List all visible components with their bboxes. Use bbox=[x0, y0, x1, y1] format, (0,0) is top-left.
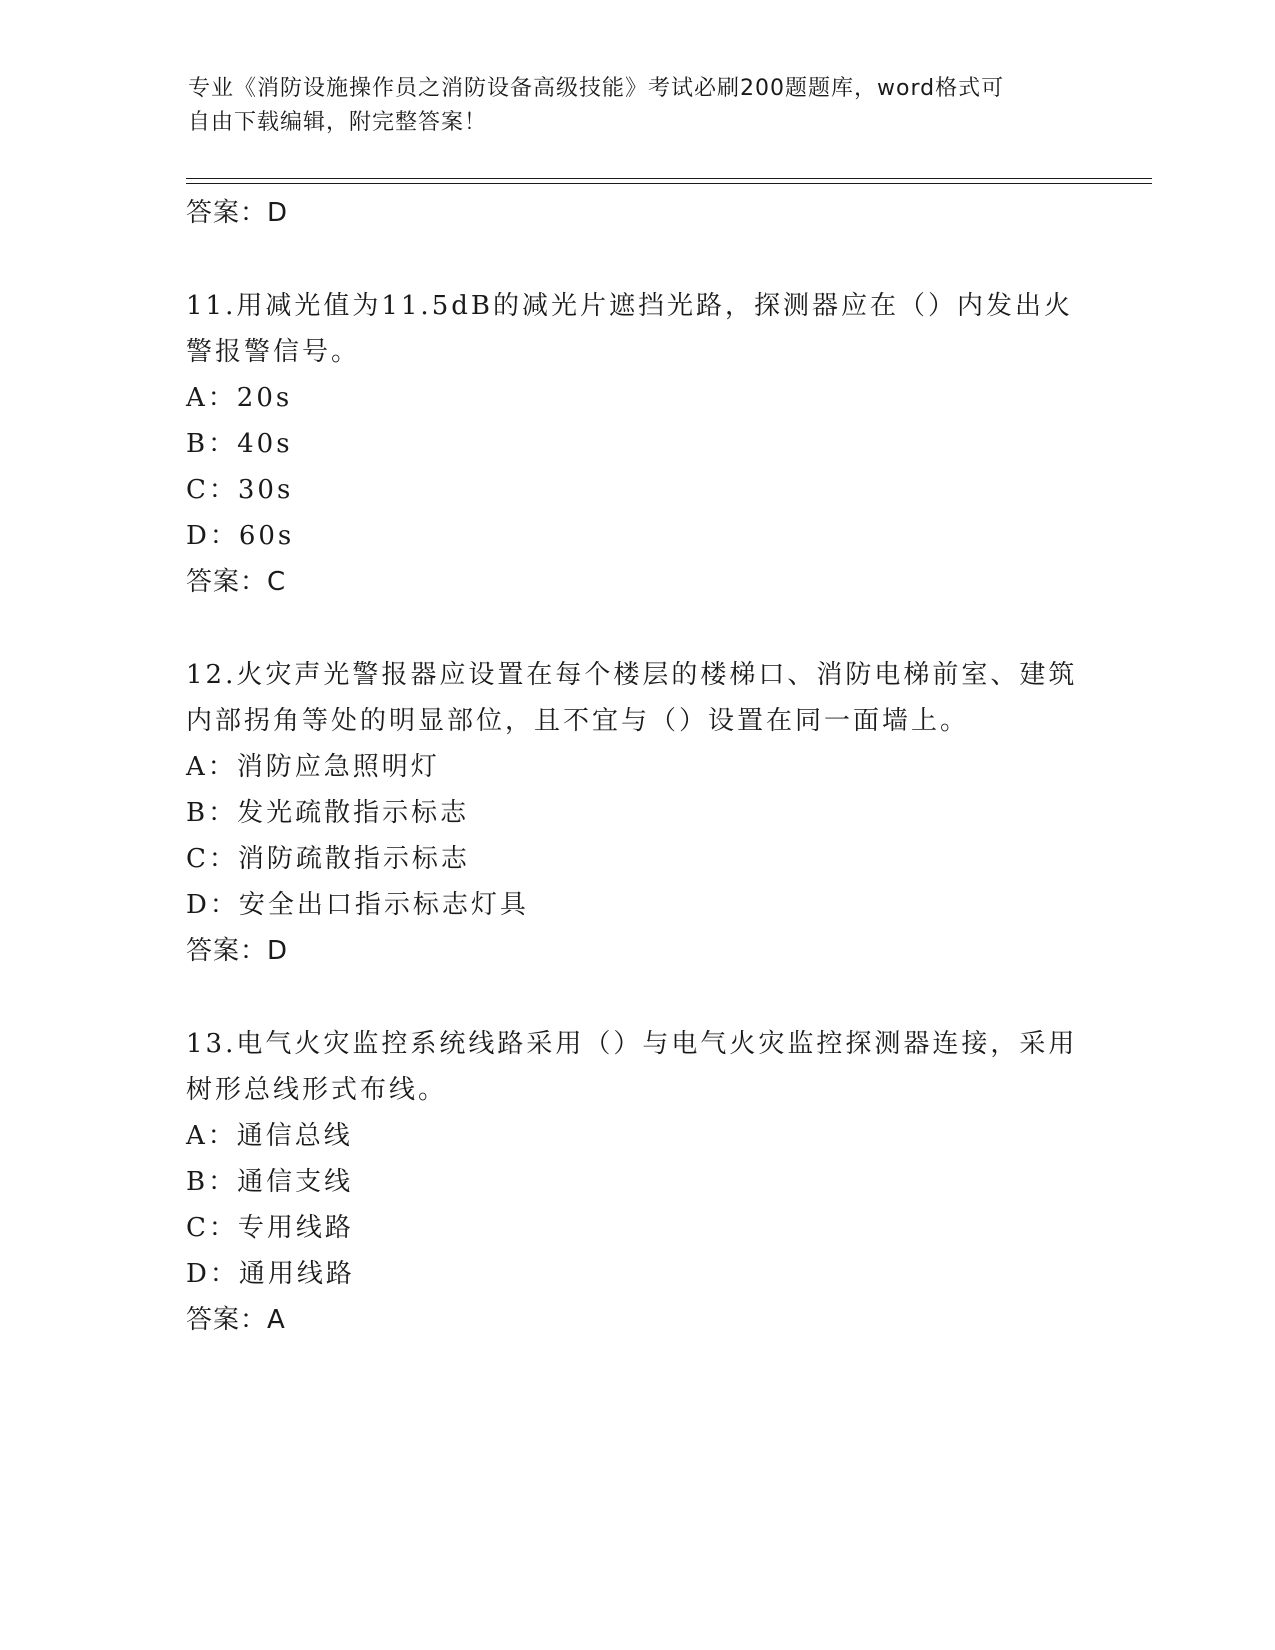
question-stem-cont: 内部拐角等处的明显部位，且不宜与（）设置在同一面墙上。 bbox=[186, 706, 970, 736]
answer-line: 答案：A bbox=[186, 1305, 286, 1335]
question-12 bbox=[186, 652, 1086, 974]
question-stem-cont: 警报警信号。 bbox=[186, 337, 361, 367]
question-stem: 11.用减光值为11.5dB的减光片遮挡光路，探测器应在（）内发出火 bbox=[186, 291, 1073, 321]
header-line-1: 专业《消防设施操作员之消防设备高级技能》考试必刷200题题库，word格式可 bbox=[188, 76, 1005, 101]
question-stem: 13.电气火灾监控系统线路采用（）与电气火灾监控探测器连接，采用 bbox=[186, 1029, 1078, 1059]
option-c: C：专用线路 bbox=[186, 1213, 354, 1243]
option-a: A：消防应急照明灯 bbox=[186, 752, 440, 782]
document-header bbox=[188, 72, 1068, 140]
question-stem: 12.火灾声光警报器应设置在每个楼层的楼梯口、消防电梯前室、建筑 bbox=[186, 660, 1078, 690]
question-13 bbox=[186, 1021, 1086, 1343]
header-line-2: 自由下载编辑，附完整答案！ bbox=[188, 110, 488, 135]
header-divider-top bbox=[186, 178, 1152, 179]
question-stem-cont: 树形总线形式布线。 bbox=[186, 1075, 448, 1105]
option-b: B：发光疏散指示标志 bbox=[186, 798, 470, 828]
answer-line: 答案：D bbox=[186, 936, 289, 966]
header-divider-bottom bbox=[186, 183, 1152, 184]
option-b: B：40s bbox=[186, 429, 293, 459]
answer-line: 答案：C bbox=[186, 567, 287, 597]
option-a: A：20s bbox=[186, 383, 293, 413]
answer-line: 答案：D bbox=[186, 198, 289, 228]
option-d: D：通用线路 bbox=[186, 1259, 355, 1289]
question-11 bbox=[186, 283, 1086, 605]
option-d: D：安全出口指示标志灯具 bbox=[186, 890, 529, 920]
option-c: C：30s bbox=[186, 475, 294, 505]
option-a: A：通信总线 bbox=[186, 1121, 353, 1151]
option-d: D：60s bbox=[186, 521, 295, 551]
option-c: C：消防疏散指示标志 bbox=[186, 844, 470, 874]
option-b: B：通信支线 bbox=[186, 1167, 354, 1197]
question-list bbox=[186, 190, 1086, 1343]
